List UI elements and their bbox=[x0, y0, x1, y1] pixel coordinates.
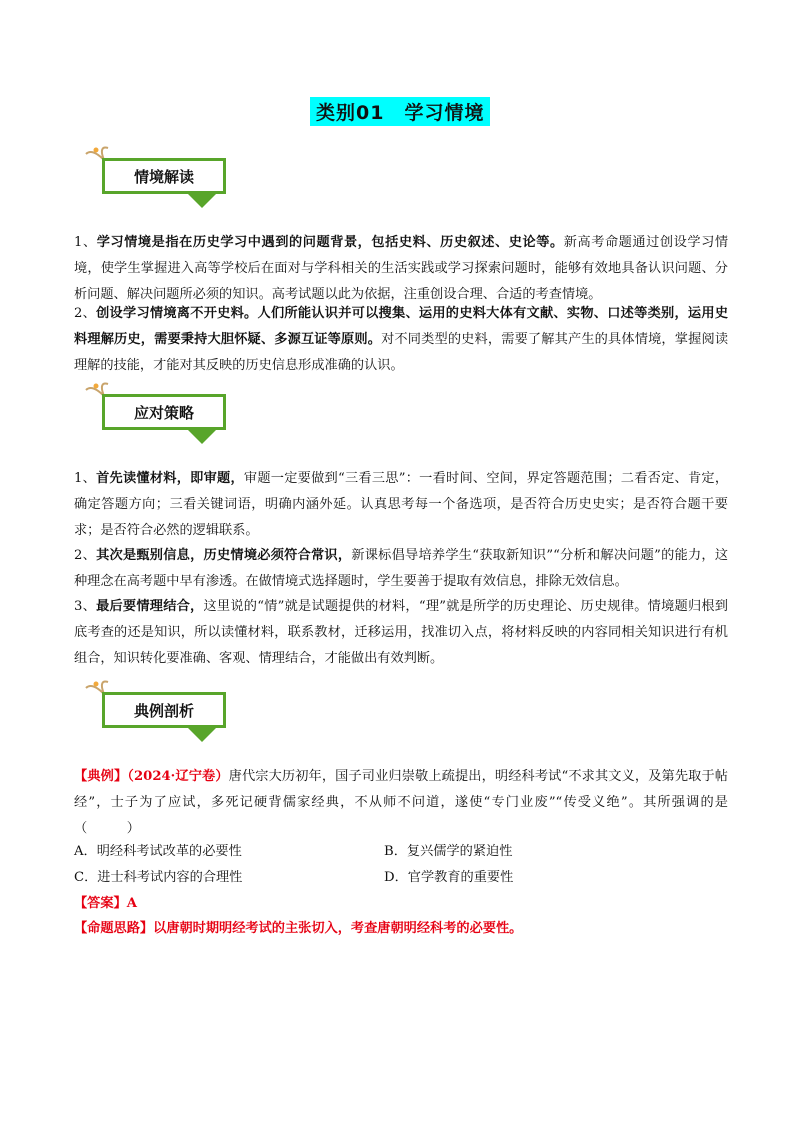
section-banner-strategy bbox=[82, 382, 232, 448]
answer-value: A bbox=[126, 896, 137, 911]
section-heading: 应对策略 bbox=[133, 404, 194, 422]
option-a: A．明经科考试改革的必要性 bbox=[74, 844, 242, 859]
strategy-paragraph-2: 2、其次是甄别信息，历史情境必须符合常识，新课标倡导培养学生“获取新知识”“分析和解决问题”的能力，这种理念在高考题中早有渗透。在做情境式选择题时，学生要善于提取有效信息，排除无效信息。 bbox=[74, 548, 729, 589]
example-source: （2024·辽宁卷） bbox=[127, 769, 229, 784]
interpret-paragraph-1: 1、学习情境是指在历史学习中遇到的问题背景，包括史料、历史叙述、史论等。新高考命题通过创设学习情境，使学生掌握进入高等学校后在面对与学科相关的生活实践或学习探索问题时，能够有效地具备认识问题、分析问题、解决问题所必须的知识。高考试题以此为依据，注重创设合理、合适的考查情境。 bbox=[74, 235, 729, 302]
question-idea bbox=[74, 917, 522, 936]
section-banner-interpret bbox=[82, 146, 232, 212]
answer-label: 【答案】 bbox=[74, 896, 127, 911]
section-heading: 情境解读 bbox=[133, 168, 194, 186]
idea-text: 以唐朝时期明经考试的主张切入，考查唐朝明经科考的必要性。 bbox=[153, 921, 523, 936]
section-heading: 典例剖析 bbox=[133, 702, 194, 720]
example-question: 【典例】（2024·辽宁卷）唐代宗大历初年，国子司业归崇敬上疏提出，明经科考试“不求其文义，及第先取于帖经”，士子为了应试，多死记硬背儒家经典，不从师不问道，遂使“专门业废”“传受义绝”。其所强调的是（ ） bbox=[74, 769, 728, 836]
section-banner-example bbox=[82, 680, 232, 746]
answer bbox=[74, 892, 137, 911]
interpret-paragraph-2: 2、创设学习情境离不开史料。人们所能认识并可以搜集、运用的史料大体有文献、实物、口述等类别，运用史料理解历史，需要秉持大胆怀疑、多源互证等原则。对不同类型的史料，需要了解其产生的具体情境，掌握阅读理解的技能，才能对其反映的历史信息形成准确的认识。 bbox=[74, 306, 729, 373]
strategy-paragraph-3: 3、最后要情理结合，这里说的“情”就是试题提供的材料，“理”就是所学的历史理论、历史规律。情境题归根到底考查的还是知识，所以读懂材料，联系教材，迁移运用，找准切入点，将材料反映的内容同相关知识进行有机组合，知识转化要准确、客观、情理结合，才能做出有效判断。 bbox=[74, 599, 728, 666]
option-c: C．进士科考试内容的合理性 bbox=[74, 870, 243, 885]
example-tag: 【典例】 bbox=[74, 769, 128, 784]
idea-label: 【命题思路】 bbox=[74, 921, 154, 936]
option-b: B．复兴儒学的紧迫性 bbox=[384, 844, 513, 859]
strategy-paragraph-1: 1、首先读懂材料，即审题，审题一定要做到“三看三思”：一看时间、空间，界定答题范围；二看否定、肯定，确定答题方向；三看关键词语，明确内涵外延。认真思考每一个备选项，是否符合历史史实；是否符合题干要求；是否符合必然的逻辑联系。 bbox=[74, 471, 729, 538]
option-d: D．官学教育的重要性 bbox=[384, 870, 514, 885]
page-title: 类别01 学习情境 bbox=[310, 97, 490, 126]
